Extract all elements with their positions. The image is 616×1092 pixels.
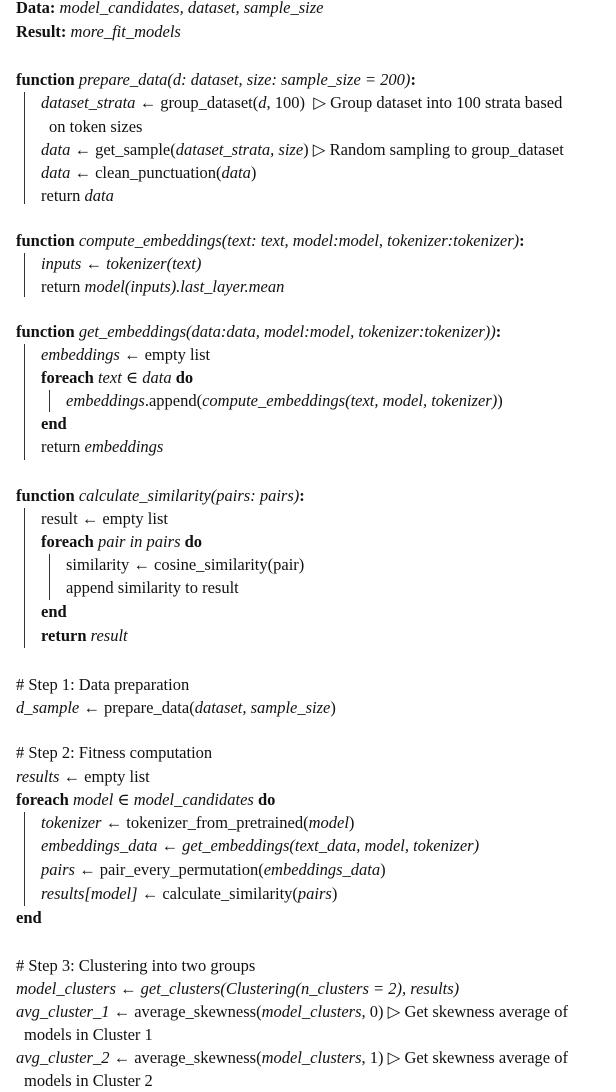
code-line [16,1047,568,1069]
return-value: model(inputs).last_layer.mean [84,277,285,296]
call: ← calculate_similarity( [137,884,298,903]
function-signature: prepare_data(d: dataset, size: sample_size = 200) [78,70,411,89]
block-bar [49,554,50,600]
code-line: result ← empty list [41,509,168,528]
call: ← tokenizer_from_pretrained( [101,813,309,832]
code-line [66,390,503,412]
var: d_sample [16,698,80,717]
arg: model_clusters [261,1048,362,1067]
foreach-expr: model ∈ model_candidates [68,790,258,809]
var: pairs [41,860,75,879]
end-keyword: end [16,908,42,927]
step2-comment: # Step 2: Fitness computation [16,743,213,762]
block-bar [24,344,25,460]
close: ) [497,391,503,410]
code-line: similarity ← cosine_similarity(pair) [66,555,305,574]
arg: data [221,163,251,182]
return-line [41,185,114,207]
function-keyword: function [16,231,75,250]
return-line [41,436,163,458]
code-line [41,859,386,881]
args: compute_embeddings(text, model, tokenizer) [202,391,498,410]
return-keyword: return [41,277,85,296]
arg: embeddings_data [263,860,381,879]
end-keyword: end [41,414,67,433]
return-line [41,625,128,647]
data-label: Data: [16,0,56,17]
do-keyword: do [184,532,203,551]
arg: model_clusters [261,1002,362,1021]
foreach-keyword: foreach [16,790,69,809]
var: embeddings [66,391,145,410]
close: ) [331,884,338,903]
return-keyword: return [41,626,91,645]
var: tokenizer [41,813,102,832]
code-line [16,1001,568,1023]
step1-comment: # Step 1: Data preparation [16,675,190,694]
rest: , 100) [266,93,305,112]
code-line [41,812,354,834]
close: ) [330,698,336,717]
code-line [41,92,562,114]
arg: pairs [297,884,332,903]
return-keyword: return [41,186,85,205]
return-value: result [90,626,128,645]
rest: ← empty list [119,345,211,364]
function-prepare-data-header [16,69,416,91]
comment: ▷ Get skewness average of [387,1048,568,1067]
foreach-expr: pair in pairs [93,532,185,551]
rest: ) [250,163,257,182]
code-line: model_clusters ← get_clusters(Clustering(n_clusters = 2), results) [16,979,460,998]
comment: ▷ Random sampling to group_dataset [312,140,564,159]
function-keyword: function [16,486,75,505]
block-bar [49,390,50,412]
var: dataset_strata [41,93,136,112]
code-line: inputs ← tokenizer(text) [41,254,202,273]
return-value: data [84,186,114,205]
function-compute-embeddings-header [16,230,525,252]
code-line [41,883,337,905]
var: avg_cluster_2 [16,1048,110,1067]
comment: ▷ Group dataset into 100 strata based [313,93,563,112]
result-label: Result: [16,22,67,41]
return-keyword: return [41,437,85,456]
colon: : [299,486,305,505]
var: data [41,163,71,182]
return-line [41,276,284,298]
foreach-line [41,531,202,553]
var: embeddings [41,345,120,364]
close: ) [380,860,386,879]
rest: , 1) [361,1048,388,1067]
foreach-expr: text ∈ data [93,368,176,387]
var: avg_cluster_1 [16,1002,110,1021]
arg: d [258,93,267,112]
function-keyword: function [16,322,75,341]
function-keyword: function [16,70,75,89]
comment: ▷ Get skewness average of [387,1002,568,1021]
code-line [16,766,150,788]
close: ) [348,813,355,832]
function-calculate-similarity-header [16,485,305,507]
colon: : [519,231,525,250]
function-get-embeddings-header [16,321,501,343]
colon: : [495,322,502,341]
call: ← average_skewness( [109,1002,262,1021]
block-bar [24,812,25,906]
foreach-line [16,789,275,811]
comment-continuation: on token sizes [49,117,143,136]
rest: ← empty list [59,767,150,786]
step3-comment: # Step 3: Clustering into two groups [16,956,256,975]
function-signature: calculate_similarity(pairs: pairs) [78,486,300,505]
do-keyword: do [175,368,194,387]
args: dataset, sample_size [194,698,331,717]
call: ← clean_punctuation( [70,163,222,182]
var: data [41,140,71,159]
foreach-line [41,367,193,389]
code-line [41,139,564,161]
do-keyword: do [257,790,276,809]
foreach-keyword: foreach [41,532,94,551]
rest: , 0) [361,1002,388,1021]
algorithm-result-line [16,21,181,43]
colon: : [410,70,416,89]
call: ← group_dataset( [135,93,259,112]
arg: dataset_strata, size [175,140,304,159]
code-line: embeddings_data ← get_embeddings(text_data, model, tokenizer) [41,836,480,855]
code-line [16,697,336,719]
comment-continuation: models in Cluster 2 [24,1071,153,1090]
call: ← pair_every_permutation( [74,860,264,879]
rest: ) [303,140,309,159]
code-line [41,344,210,366]
var: results[model] [41,884,138,903]
end-keyword: end [41,602,67,621]
var: results [16,767,60,786]
result-value: more_fit_models [70,22,181,41]
call: ← get_sample( [70,140,176,159]
function-signature: compute_embeddings(text: text, model:model, tokenizer:tokenizer) [78,231,520,250]
arg: model [308,813,349,832]
algorithm-data-line [16,0,324,19]
block-bar [24,253,25,297]
code-line [41,162,256,184]
return-value: embeddings [84,437,164,456]
comment-continuation: models in Cluster 1 [24,1025,153,1044]
data-value: model_candidates, dataset, sample_size [59,0,324,17]
foreach-keyword: foreach [41,368,94,387]
method: .append( [144,391,203,410]
block-bar [24,92,25,204]
call: ← average_skewness( [109,1048,262,1067]
code-line: append similarity to result [66,578,239,597]
call: ← prepare_data( [79,698,195,717]
function-signature: get_embeddings(data:data, model:model, tokenizer:tokenizer)) [78,322,496,341]
block-bar [24,508,25,648]
